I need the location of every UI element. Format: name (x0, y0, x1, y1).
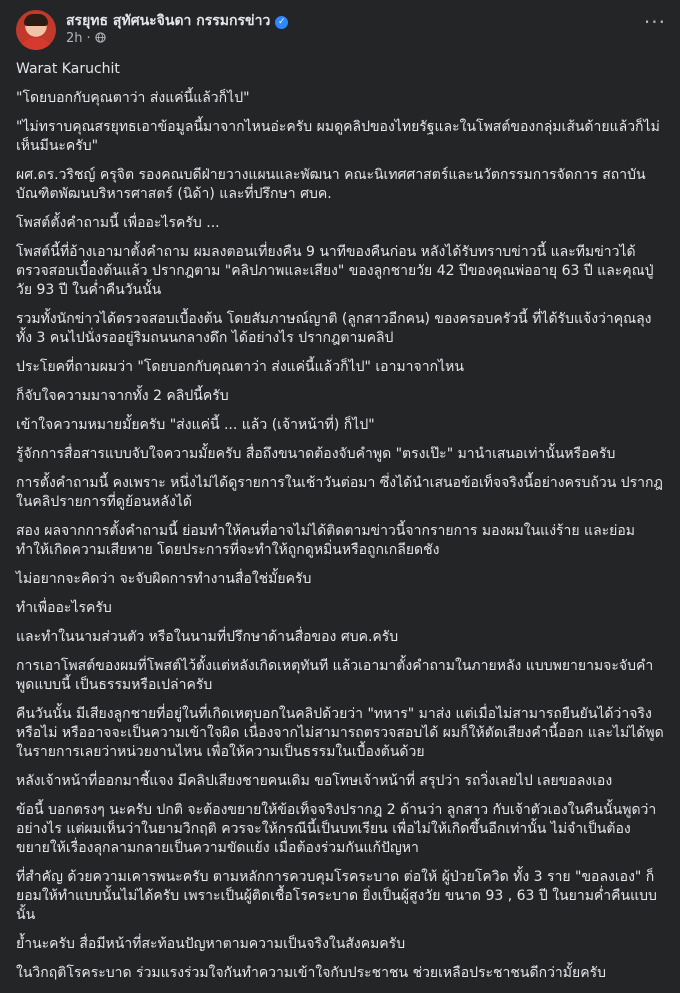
post-header (0, 0, 680, 56)
meta-separator: · (86, 31, 91, 46)
post-paragraph: ข้อนี้ บอกตรงๆ นะครับ ปกติ จะต้องขยายให้ข้อเท็จจริงปรากฎ 2 ด้านว่า ลูกสาว กับเจ้าตัวเองในคืนนั้นพูดว่าอย่างไร แต่ผมเห็นว่าในยามวิกฤติ ควรจะให้กรณีนี้เป็นบทเรียน เพื่อไม่ให้เกิดขึ้นอีกเท่านั้น ไม่จำเป็นต้องขยายให้เรื่องลุกลามกลายเป็นความขัดแย้ง เมื่อต้องร่วมกันแก้ปัญหา (16, 802, 657, 856)
post-paragraph: ไม่อยากจะคิดว่า จะจับผิดการทำงานสื่อใช่มั้ยครับ (16, 571, 312, 587)
post-paragraph: "โดยบอกกับคุณตาว่า ส่งแค่นี้แล้วก็ไป" (16, 90, 250, 106)
post-paragraph: การตั้งคำถามนี้ คงเพราะ หนึ่งไม่ได้ดูรายการในเช้าวันต่อมา ซึ่งได้นำเสนอข้อเท็จจริงนี้อย่างครบถ้วน ปรากฎในคลิปรายการที่ดูย้อนหลังได้ (16, 475, 663, 510)
verified-badge-icon: ✓ (275, 16, 288, 29)
post-paragraph: "ไม่ทราบคุณสรยุทธเอาข้อมูลนี้มาจากไหนอ่ะครับ ผมดูคลิปของไทยรัฐและในโพสต์ของกลุ่มเส้นด้ายแล้วก็ไม่เห็นมีนะครับ" (16, 119, 660, 154)
post-text-heading: Warat Karuchit (16, 61, 120, 77)
post-timestamp[interactable]: 2h (66, 31, 83, 46)
post-paragraph: ประโยคที่ถามผมว่า "โดยบอกกับคุณตาว่า ส่งแค่นี้แล้วก็ไป" เอามาจากไหน (16, 359, 464, 375)
post-paragraph: การเอาโพสต์ของผมที่โพสต์ไว้ตั้งแต่หลังเกิดเหตุทันที แล้วเอามาตั้งคำถามในภายหลัง แบบพยายามจะจับคำพูดแบบนี้ เป็นธรรมหรือเปล่าครับ (16, 658, 654, 693)
post-paragraph: ก็จับใจความมาจากทั้ง 2 คลิปนี้ครับ (16, 388, 229, 404)
author-name-row (66, 10, 288, 32)
post-paragraph: ผศ.ดร.วริชญ์ ครุจิต รองคณบดีฝ่ายวางแผนและพัฒนา คณะนิเทศศาสตร์และนวัตกรรมการจัดการ สถาบันบัณฑิตพัฒนบริหารศาสตร์ (นิด้า) และที่ปรึกษา ศบค. (16, 167, 646, 202)
post-paragraph: ย้ำนะครับ สื่อมีหน้าที่สะท้อนปัญหาตามความเป็นจริงในสังคมครับ (16, 936, 406, 952)
post-paragraph: และทำในนามส่วนตัว หรือในนามที่ปรึกษาด้านสื่อของ ศบค.ครับ (16, 629, 399, 645)
post-paragraph: เข้าใจความหมายมั้ยครับ "ส่งแค่นี้ ... แล้ว (เจ้าหน้าที่) ก็ไป" (16, 417, 375, 433)
post-paragraph: หลังเจ้าหน้าที่ออกมาชี้แจง มีคลิปเสียงชายคนเดิม ขอโทษเจ้าหน้าที่ สรุปว่า รถวิ่งเลยไป เลยขอลงเอง (16, 773, 613, 789)
post-paragraph: ในวิกฤติโรคระบาด ร่วมแรงร่วมใจกันทำความเข้าใจกับประชาชน ช่วยเหลือประชาชนดีกว่ามั้ยครับ (16, 965, 606, 981)
post-paragraph: โพสต์นี้ที่อ้างเอามาตั้งคำถาม ผมลงตอนเที่ยงคืน 9 นาทีของคืนก่อน หลังได้รับทราบข่าวนี้ และทีมข่าวได้ตรวจสอบเบื้องต้นแล้ว ปรากฎตาม "คลิปภาพและเสียง" ของลูกชายวัย 42 ปีของคุณพ่ออายุ 63 ปี และคุณปู่วัย 93 ปี ในค่ำคืนวันนั้น (16, 244, 654, 298)
post-meta (66, 31, 106, 46)
globe-icon[interactable] (95, 32, 106, 43)
post-paragraph: รู้จักการสื่อสารแบบจับใจความมั้ยครับ สื่อถึงขนาดต้องจับคำพูด "ตรงเป๊ะ" มานำเสนอเท่านั้นหรือครับ (16, 446, 616, 462)
author-name[interactable]: สรยุทธ สุทัศนะจินดา กรรมกรข่าว (66, 13, 271, 29)
post-paragraph: ทำเพื่ออะไรครับ (16, 600, 112, 616)
post-body (16, 60, 664, 993)
more-options-icon[interactable]: ··· (643, 10, 666, 34)
post-paragraph: สอง ผลจากการตั้งคำถามนี้ ย่อมทำให้คนที่อาจไม่ได้ติดตามข่าวนี้จากรายการ มองผมในแง่ร้าย และย่อมทำให้เกิดความเสียหาย โดยประการที่จะทำให้ถูกดูหมิ่นหรือถูกเกลียดชัง (16, 523, 636, 558)
post-paragraph: โพสต์ตั้งคำถามนี้ เพื่ออะไรครับ ... (16, 215, 220, 231)
post-paragraph: รวมทั้งนักข่าวได้ตรวจสอบเบื้องต้น โดยสัมภาษณ์ญาติ (ลูกสาวอีกคน) ของครอบครัวนี้ ที่ได้รับแจ้งว่าคุณลุงทั้ง 3 คนไปนั่งรออยู่ริมถนนกลางดึก ได้อย่างไร ปรากฎตามคลิป (16, 311, 652, 346)
author-avatar[interactable] (16, 10, 56, 50)
post-paragraph: คืนวันนั้น มีเสียงลูกชายที่อยู่ในที่เกิดเหตุบอกในคลิปด้วยว่า "ทหาร" มาส่ง แต่เมื่อไม่สามารถยืนยันได้ว่าจริงหรือไม่ หรืออาจจะเป็นความเข้าใจผิด เนื่องจากไม่สามารถตรวจสอบได้ ผมก็ให้ตัดเสียงคำนี้ออก และไม่ได้พูดในรายการเลยว่าหน่วยงานไหน เพื่อให้ความเป็นธรรมในเบื้องต้นด้วย (16, 706, 664, 760)
post-paragraph: ที่สำคัญ ด้วยความเคารพนะครับ ตามหลักการควบคุมโรคระบาด ต่อให้ ผู้ป่วยโควิด ทั้ง 3 ราย "ขอลงเอง" ก็ยอมให้ทำแบบนั้นไม่ได้ครับ เพราะเป็นผู้ติดเชื้อโรคระบาด ยิ่งเป็นผู้สูงวัย ขนาด 93 , 63 ปี ในยามค่ำคืนแบบนั้น (16, 869, 657, 923)
